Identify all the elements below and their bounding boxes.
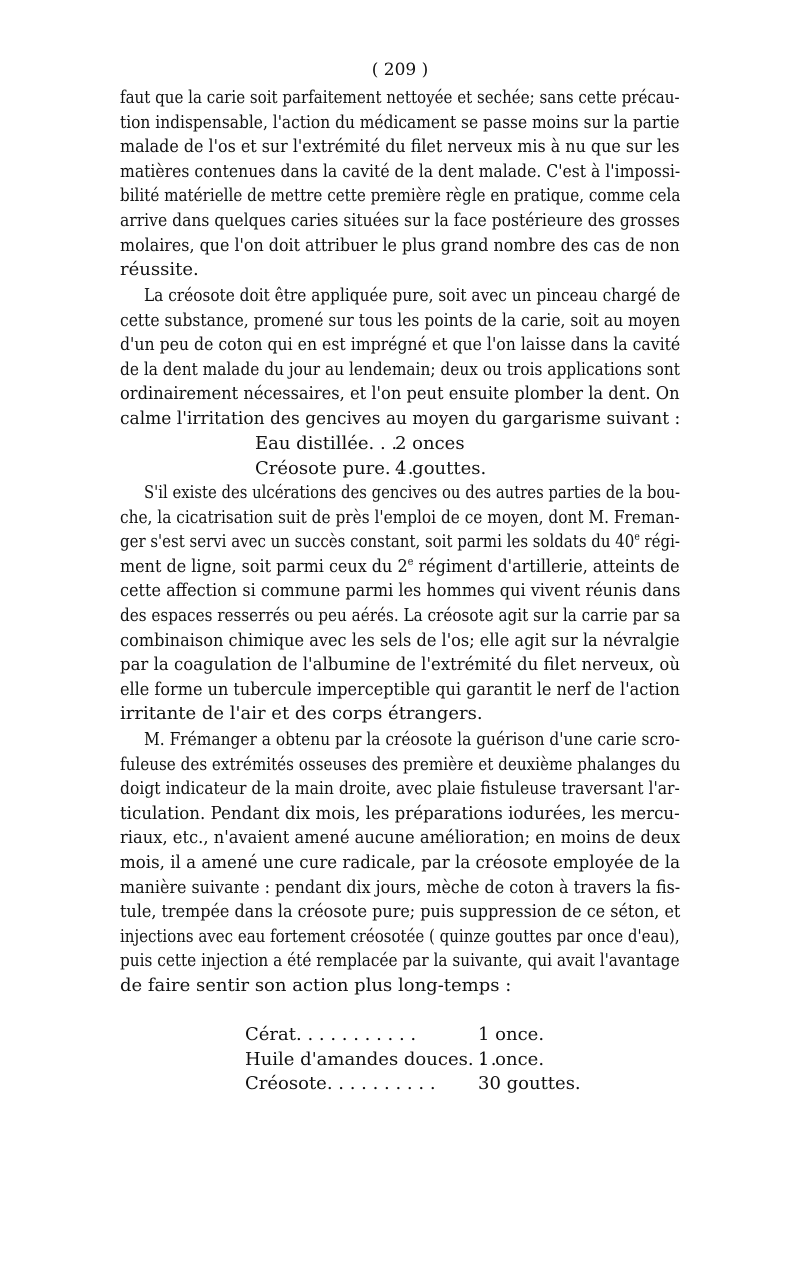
- paragraph-3-line: cette affection si commune parmi les hommes qui vivent réunis dans: [120, 580, 681, 602]
- recipe-2-quantity: 1 once.: [478, 1048, 545, 1070]
- recipe-1-quantity: 4 gouttes.: [395, 457, 487, 479]
- paragraph-4-line: doigt indicateur de la main droite, avec plaie fistuleuse traversant l'ar-: [120, 778, 680, 800]
- recipe-1-ingredient: Créosote pure. . .: [255, 457, 414, 479]
- recipe-2-ingredient: Huile d'amandes douces. . .: [245, 1048, 497, 1070]
- paragraph-4-line: ticulation. Pendant dix mois, les préparations iodurées, les mercu-: [120, 802, 680, 824]
- page-number: ( 209 ): [371, 60, 429, 80]
- paragraph-1-line: malade de l'os et sur l'extrémité du filet nerveux mis à nu que sur les: [120, 136, 680, 158]
- paragraph-2-line: de la dent malade du jour au lendemain; deux ou trois applications sont: [120, 358, 680, 380]
- paragraph-3-line: [120, 530, 680, 554]
- superscript: e: [634, 530, 640, 544]
- recipe-2-quantity: 1 once.: [478, 1024, 545, 1045]
- paragraph-4-line: manière suivante : pendant dix jours, mèche de coton à travers la fis-: [120, 876, 681, 898]
- paragraph-3-line: S'il existe des ulcérations des gencives ou des autres parties de la bou-: [144, 482, 681, 503]
- paragraph-1-line: réussite.: [120, 259, 199, 281]
- paragraph-2-line: calme l'irritation des gencives au moyen du gargarisme suivant :: [120, 408, 681, 429]
- paragraph-2-line: ordinairement nécessaires, et l'on peut ensuite plomber la dent. On: [120, 383, 680, 405]
- paragraph-2-line: cette substance, promené sur tous les points de la carie, soit au moyen: [120, 309, 681, 331]
- text-fragment: ment de ligne, soit parmi ceux du 2: [120, 555, 408, 577]
- paragraph-3-line: des espaces resserrés ou peu aérés. La créosote agit sur la carrie par sa: [120, 605, 681, 626]
- text-fragment: régi-: [639, 531, 680, 553]
- text-fragment: régiment d'artillerie, atteints de: [413, 555, 680, 577]
- recipe-2-ingredient: Cérat. . . . . . . . . . .: [245, 1024, 417, 1045]
- text-fragment: ger s'est servi avec un succès constant, soit parmi les soldats du 40: [120, 531, 635, 553]
- paragraph-4-line: puis cette injection a été remplacée par la suivante, qui avait l'avantage: [120, 950, 680, 972]
- paragraph-3-line: combinaison chimique avec les sels de l'os; elle agit sur la névralgie: [120, 629, 680, 651]
- paragraph-3-line: par la coagulation de l'albumine de l'extrémité du filet nerveux, où: [120, 654, 681, 676]
- paragraph-2-line: d'un peu de coton qui en est imprégné et que l'on laisse dans la cavité: [120, 334, 681, 356]
- paragraph-3-line: che, la cicatrisation suit de près l'emploi de ce moyen, dont M. Freman-: [120, 506, 680, 528]
- paragraph-2-line: La créosote doit être appliquée pure, soit avec un pinceau chargé de: [144, 285, 681, 306]
- paragraph-1-line: bilité matérielle de mettre cette première règle en pratique, comme cela: [120, 185, 681, 207]
- paragraph-4-line: tule, trempée dans la créosote pure; puis suppression de ce séton, et: [120, 901, 681, 923]
- paragraph-3-line: elle forme un tubercule imperceptible qui garantit le nerf de l'action: [120, 678, 680, 700]
- paragraph-4-line: riaux, etc., n'avaient amené aucune amélioration; en moins de deux: [120, 827, 681, 849]
- recipe-1-quantity: 2 onces: [395, 433, 465, 454]
- paragraph-1-line: faut que la carie soit parfaitement nettoyée et sechée; sans cette précau-: [120, 87, 680, 108]
- paragraph-4-line: injections avec eau fortement créosotée ( quinze gouttes par once d'eau),: [120, 925, 680, 947]
- recipe-2-quantity: 30 gouttes.: [478, 1073, 581, 1095]
- paragraph-4-line: M. Frémanger a obtenu par la créosote la guérison d'une carie scro-: [144, 729, 680, 750]
- paragraph-1-line: tion indispensable, l'action du médicament se passe moins sur la partie: [120, 111, 680, 133]
- paragraph-4-line: de faire sentir son action plus long-temps :: [120, 975, 512, 996]
- recipe-2-ingredient: Créosote. . . . . . . . . .: [245, 1073, 436, 1095]
- paragraph-1-line: arrive dans quelques caries situées sur la face postérieure des grosses: [120, 210, 680, 231]
- paragraph-3-line: [120, 555, 680, 579]
- recipe-1-ingredient: Eau distillée. . .: [255, 433, 398, 454]
- superscript: e: [407, 554, 414, 568]
- paragraph-1-line: molaires, que l'on doit attribuer le plus grand nombre des cas de non: [120, 234, 680, 256]
- paragraph-4-line: fuleuse des extrémités osseuses des première et deuxième phalanges du: [120, 753, 681, 775]
- paragraph-3-line: irritante de l'air et des corps étrangers.: [120, 703, 483, 725]
- paragraph-1-line: matières contenues dans la cavité de la dent malade. C'est à l'impossi-: [120, 160, 681, 182]
- paragraph-4-line: mois, il a amené une cure radicale, par la créosote employée de la: [120, 852, 681, 873]
